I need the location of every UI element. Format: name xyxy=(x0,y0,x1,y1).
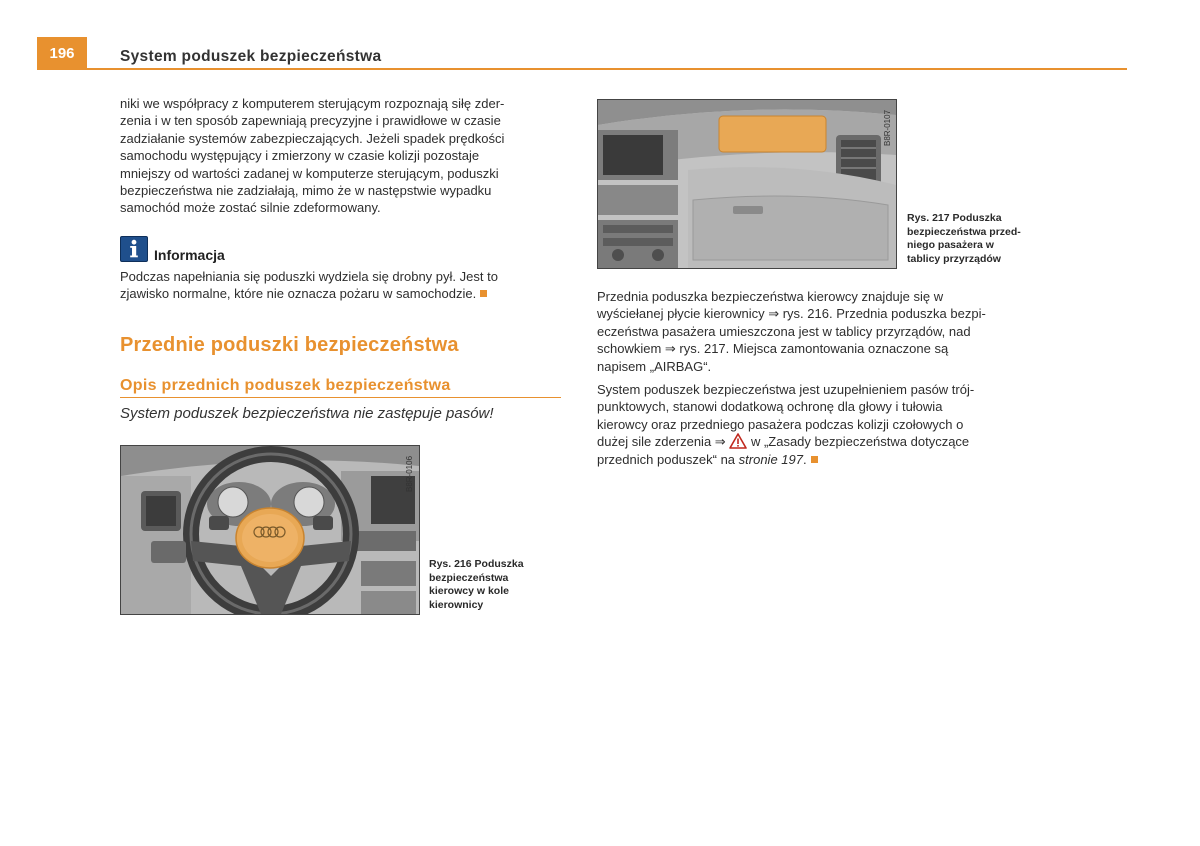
page-number: 196 xyxy=(37,37,87,70)
text-line: zadziałanie systemów zabezpieczających. Jeżeli spadek prędkości xyxy=(120,130,505,146)
figure-code: B8R-0107 xyxy=(883,109,892,146)
airbag-system-paragraph xyxy=(597,381,974,468)
intro-paragraph xyxy=(120,95,504,217)
caption-line: bezpieczeństwa xyxy=(429,571,509,584)
caption-line: kierowcy w kole xyxy=(429,585,509,598)
text-line: System poduszek bezpieczeństwa jest uzupełnieniem pasów trój- xyxy=(597,382,975,397)
text-line: punktowych, stanowi dodatkową ochronę dla głowy i tułowia xyxy=(597,399,943,415)
info-heading: Informacja xyxy=(154,247,225,263)
warning-triangle-icon xyxy=(729,433,747,449)
figure-code: B8R-0106 xyxy=(405,455,414,492)
text-span: przednich poduszek“ na xyxy=(597,451,736,467)
text-line: zenia i w ten sposób zapewniają precyzyjne i prawidłowe w czasie xyxy=(120,113,501,129)
text-line: niki we współpracy z komputerem sterującym rozpoznają siłę zder- xyxy=(120,96,505,111)
airbag-location-paragraph xyxy=(597,288,986,375)
subsection-title: Opis przednich poduszek bezpieczeństwa xyxy=(120,377,451,394)
text-line: kierowcy oraz przedniego pasażera podczas kolizji czołowych o xyxy=(597,416,964,432)
figure-216-caption xyxy=(429,558,524,612)
caption-line: tablicy przyrządów xyxy=(907,252,1001,265)
subsection-divider xyxy=(120,397,561,398)
text-line xyxy=(597,433,974,450)
page-reference-link[interactable]: stronie 197 xyxy=(738,451,803,467)
text-span: w „Zasady bezpieczeństwa dotyczące xyxy=(750,434,970,450)
text-line: samochodu występujący i zmierzony w czasie kolizji pozostaje xyxy=(120,148,480,164)
text-line: Przednia poduszka bezpieczeństwa kierowcy znajduje się w xyxy=(597,289,944,304)
text-span: dużej sile zderzenia ⇒ xyxy=(597,434,726,450)
text-line: napisem „AIRBAG“. xyxy=(597,358,712,374)
caption-line: niego pasażera w xyxy=(907,239,994,252)
text-line: wyściełanej płycie kierownicy ⇒ rys. 216. Przednia poduszka bezpi- xyxy=(597,306,986,322)
caption-line: Rys. 216 Poduszka xyxy=(429,558,524,570)
text-line: mniejszy od wartości zadanej w komputerze sterującym, poduszki xyxy=(120,165,499,181)
text-line: bezpieczeństwa nie zadziałają, mimo że w następstwie wypadku xyxy=(120,183,492,199)
section-title: Przednie poduszki bezpieczeństwa xyxy=(120,334,459,356)
italic-lead: System poduszek bezpieczeństwa nie zastępuje pasów! xyxy=(120,405,494,422)
end-mark-icon xyxy=(480,290,487,297)
caption-line: Rys. 217 Poduszka xyxy=(907,212,1002,224)
text-line xyxy=(597,451,974,468)
figure-217-passenger-dashboard xyxy=(597,99,897,269)
figure-216-steering-wheel xyxy=(120,445,420,615)
caption-line: bezpieczeństwa przed- xyxy=(907,225,1021,238)
caption-line: kierownicy xyxy=(429,598,484,611)
steering-wheel-illustration xyxy=(121,446,419,614)
header-divider xyxy=(87,68,1127,70)
text-line: schowkiem ⇒ rys. 217. Miejsca zamontowania oznaczone są xyxy=(597,341,949,357)
text-span: zjawisko normalne, które nie oznacza pożaru w samochodzie. xyxy=(120,286,477,302)
info-paragraph xyxy=(120,268,498,303)
text-line: Podczas napełniania się poduszki wydziela się drobny pył. Jest to xyxy=(120,269,498,284)
end-mark-icon xyxy=(811,456,818,463)
info-icon xyxy=(120,236,148,262)
dashboard-illustration xyxy=(598,100,896,268)
figure-217-caption xyxy=(907,212,1021,266)
header-title: System poduszek bezpieczeństwa xyxy=(120,48,382,65)
text-line xyxy=(120,285,498,302)
text-line: eczeństwa pasażera umieszczona jest w tablicy przyrządów, nad xyxy=(597,323,971,339)
text-line: samochód może zostać silnie zdeformowany. xyxy=(120,200,381,216)
text-span: . xyxy=(802,451,807,467)
